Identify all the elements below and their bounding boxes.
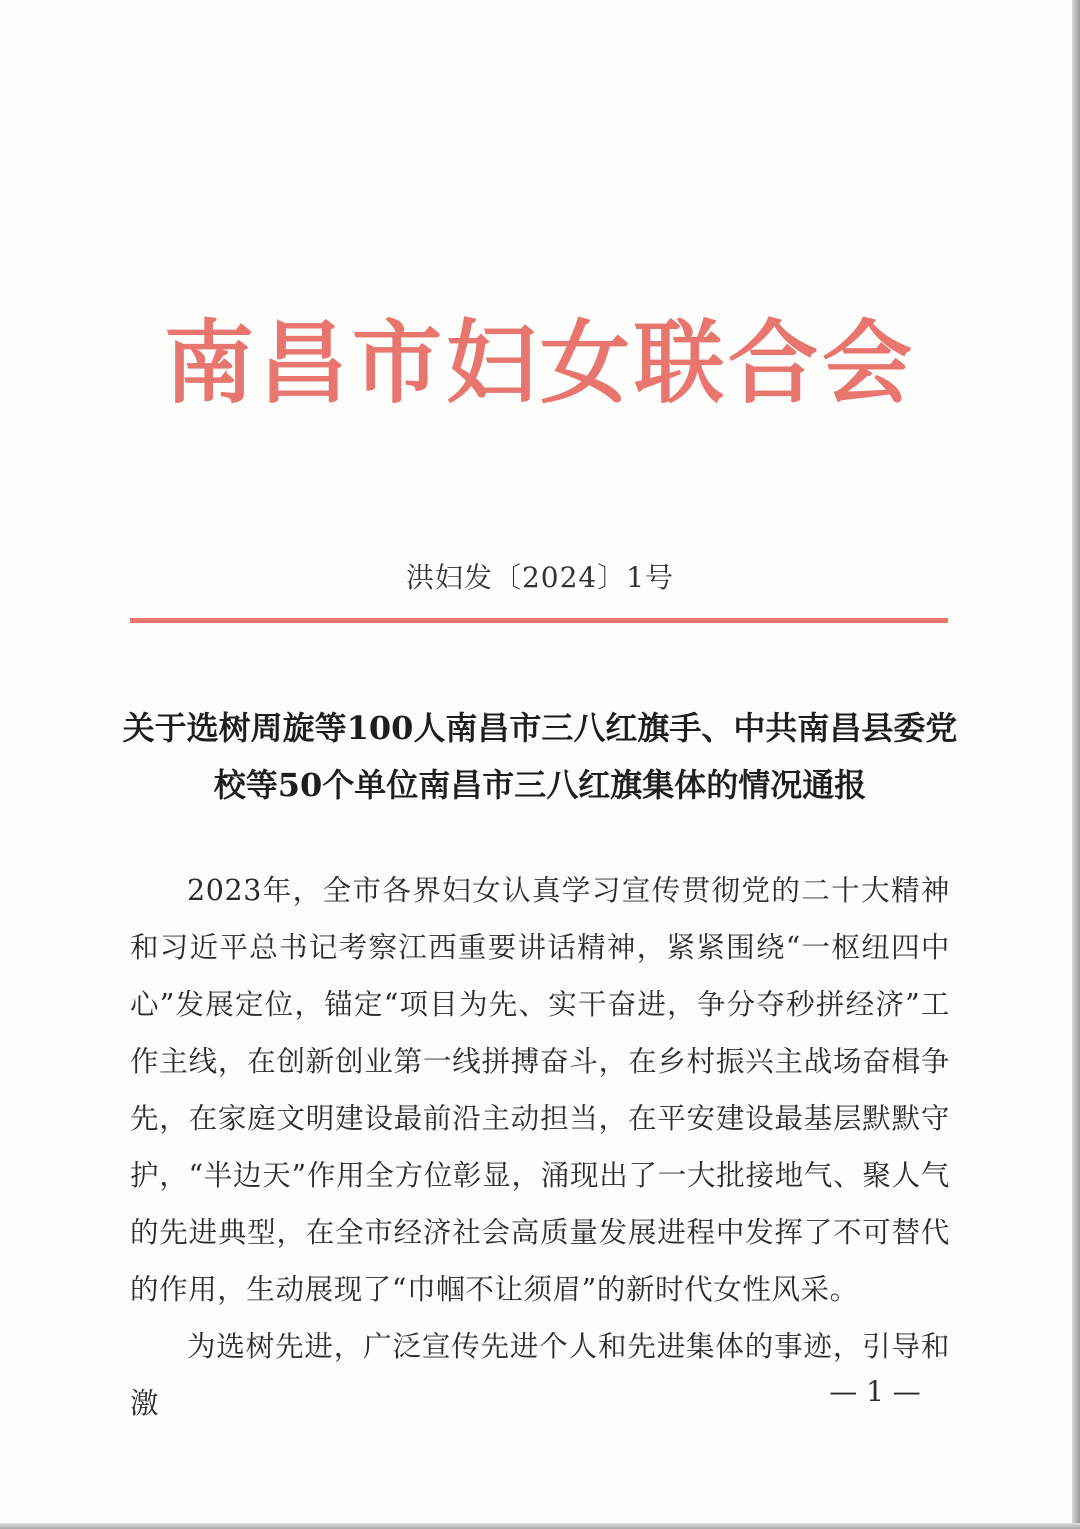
page-number: — 1 — — [829, 1375, 921, 1408]
notice-title: 关于选树周旋等100人南昌市三八红旗手、中共南昌县委党校等50个单位南昌市三八红旗集体的情况通报 — [122, 709, 958, 804]
document-number: 洪妇发〔2024〕1号 — [405, 561, 675, 594]
scan-edge-right — [1072, 0, 1080, 1529]
body-text — [130, 862, 950, 1432]
organization-header: 南昌市妇女联合会 — [164, 310, 916, 416]
body-paragraph-2: 为选树先进，广泛宣传先进个人和先进集体的事迹，引导和激 — [130, 1330, 950, 1420]
red-divider-line — [130, 618, 948, 623]
scan-edge-bottom — [0, 1523, 1080, 1529]
body-paragraph-1: 2023年，全市各界妇女认真学习宣传贯彻党的二十大精神和习近平总书记考察江西重要讲话精神，紧紧围绕“一枢纽四中心”发展定位，锚定“项目为先、实干奋进，争分夺秒拼经济”工作主线，在创新创业第一线拼搏奋斗，在乡村振兴主战场奋楫争先，在家庭文明建设最前沿主动担当，在平安建设最基层默默守护，“半边天”作用全方位彰显，涌现出了一大批接地气、聚人气的先进典型，在全市经济社会高质量发展进程中发挥了不可替代的作用，生动展现了“巾帼不让须眉”的新时代女性风采。 — [130, 874, 950, 1306]
